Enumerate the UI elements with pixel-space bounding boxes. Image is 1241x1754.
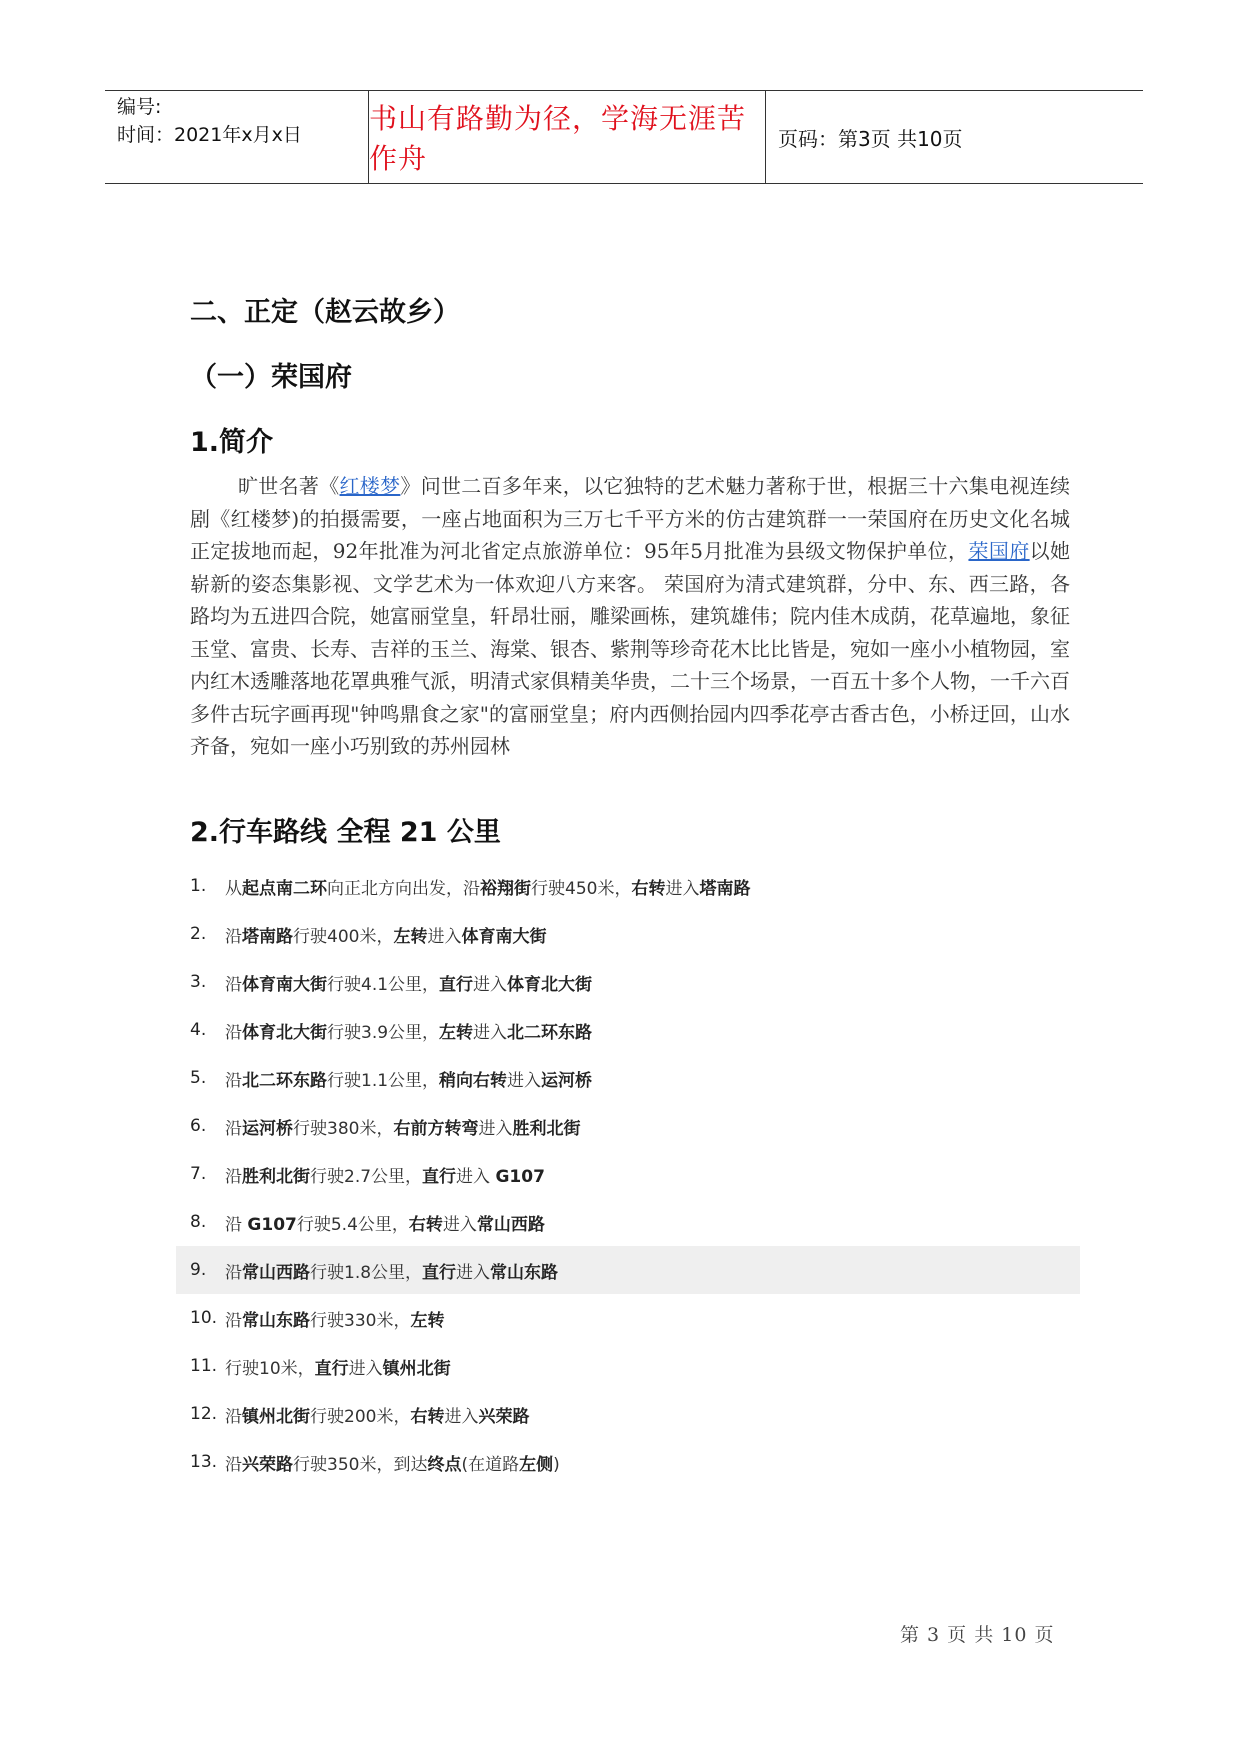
intro-text: 以她崭新的姿态集影视、文学艺术为一体欢迎八方来客。 荣国府为清式建筑群，分中、东、西三路，各路均为五进四合院，她富丽堂皇，轩昂壮丽，雕梁画栋，建筑雄伟；院内佳木成荫，花草遍地，象征玉堂、富贵、长寿、吉祥的玉兰、海棠、银杏、紫荆等珍奇花木比比皆是，宛如一座小小植物园，室内红木透雕落地花罩典雅气派，明清式家俱精美华贵，二十三个场景，一百五十多个人物，一千六百多件古玩字画再现"钟鸣鼎食之家"的富丽堂皇；府内西侧抬园内四季花亭古香古色，小桥迂回，山水齐备，宛如一座小巧别致的苏州园林 — [190, 539, 1071, 758]
step-number: 6. — [190, 1116, 207, 1136]
step-number: 8. — [190, 1212, 207, 1232]
intro-text: 》问世二百多年来，以它独特的艺术魅力著称于世，根据三十六集电视连续剧《红楼梦)的拍摄需要，一座占地面积为三万七千平方米的仿古建筑群一一荣国府在历史文化名城正定拔地而起，92年批准为河北省定点旅游单位：95年5月批准为县级文物保护单位， — [190, 474, 1071, 563]
route-step — [176, 1342, 1080, 1390]
step-number: 13. — [190, 1452, 218, 1472]
route-step — [176, 1438, 1080, 1486]
step-number: 1. — [190, 876, 207, 896]
step-text: 沿运河桥行驶380米，右前方转弯进入胜利北街 — [225, 1118, 581, 1139]
header-meta — [117, 93, 367, 149]
step-number: 12. — [190, 1404, 218, 1424]
step-number: 9. — [190, 1260, 207, 1280]
intro-paragraph — [190, 470, 1070, 763]
route-step — [176, 1006, 1080, 1054]
step-text: 沿兴荣路行驶350米，到达终点(在道路左侧) — [225, 1454, 560, 1475]
serial-label: 编号: — [117, 96, 162, 118]
step-number: 2. — [190, 924, 207, 944]
intro-text: 旷世名著《 — [238, 474, 340, 498]
step-text: 沿 G107行驶5.4公里，右转进入常山西路 — [225, 1214, 545, 1235]
route-list — [176, 862, 1080, 1486]
route-step — [176, 1054, 1080, 1102]
time-label: 时间：2021年x月x日 — [117, 124, 302, 146]
step-text: 从起点南二环向正北方向出发，沿裕翔街行驶450米，右转进入塔南路 — [225, 878, 751, 899]
page-footer: 第 3 页 共 10 页 — [900, 1624, 1055, 1646]
header-motto: 书山有路勤为径，学海无涯苦作舟 — [369, 102, 747, 175]
route-step — [176, 1150, 1080, 1198]
step-number: 3. — [190, 972, 207, 992]
route-step — [176, 958, 1080, 1006]
step-text: 行驶10米，直行进入镇州北街 — [225, 1358, 451, 1379]
step-text: 沿常山东路行驶330米，左转 — [225, 1310, 445, 1331]
link-hongloumeng[interactable]: 红楼梦 — [339, 474, 401, 498]
route-step — [176, 1390, 1080, 1438]
step-text: 沿塔南路行驶400米，左转进入体育南大街 — [225, 926, 547, 947]
route-heading: 2.行车路线 全程 21 公里 — [190, 817, 501, 848]
route-step — [176, 1198, 1080, 1246]
step-text: 沿镇州北街行驶200米，右转进入兴荣路 — [225, 1406, 530, 1427]
step-text: 沿体育南大街行驶4.1公里，直行进入体育北大街 — [225, 974, 593, 995]
link-rongguofu[interactable]: 荣国府 — [968, 539, 1030, 563]
header-page-info: 页码：第3页 共10页 — [778, 126, 963, 151]
route-step — [176, 910, 1080, 958]
route-step — [176, 1294, 1080, 1342]
step-text: 沿北二环东路行驶1.1公里，稍向右转进入运河桥 — [225, 1070, 593, 1091]
step-number: 5. — [190, 1068, 207, 1088]
route-step — [176, 862, 1080, 910]
document-header — [105, 90, 1143, 184]
step-text: 沿常山西路行驶1.8公里，直行进入常山东路 — [225, 1262, 559, 1283]
step-number: 10. — [190, 1308, 218, 1328]
route-step — [176, 1102, 1080, 1150]
step-number: 7. — [190, 1164, 207, 1184]
subsection-heading: （一）荣国府 — [190, 362, 352, 393]
route-step-highlighted — [176, 1246, 1080, 1294]
step-text: 沿胜利北街行驶2.7公里，直行进入 G107 — [225, 1166, 545, 1187]
step-number: 11. — [190, 1356, 218, 1376]
step-number: 4. — [190, 1020, 207, 1040]
step-text: 沿体育北大街行驶3.9公里，左转进入北二环东路 — [225, 1022, 593, 1043]
section-heading: 二、正定（赵云故乡） — [190, 297, 460, 328]
intro-heading: 1.简介 — [190, 427, 274, 458]
